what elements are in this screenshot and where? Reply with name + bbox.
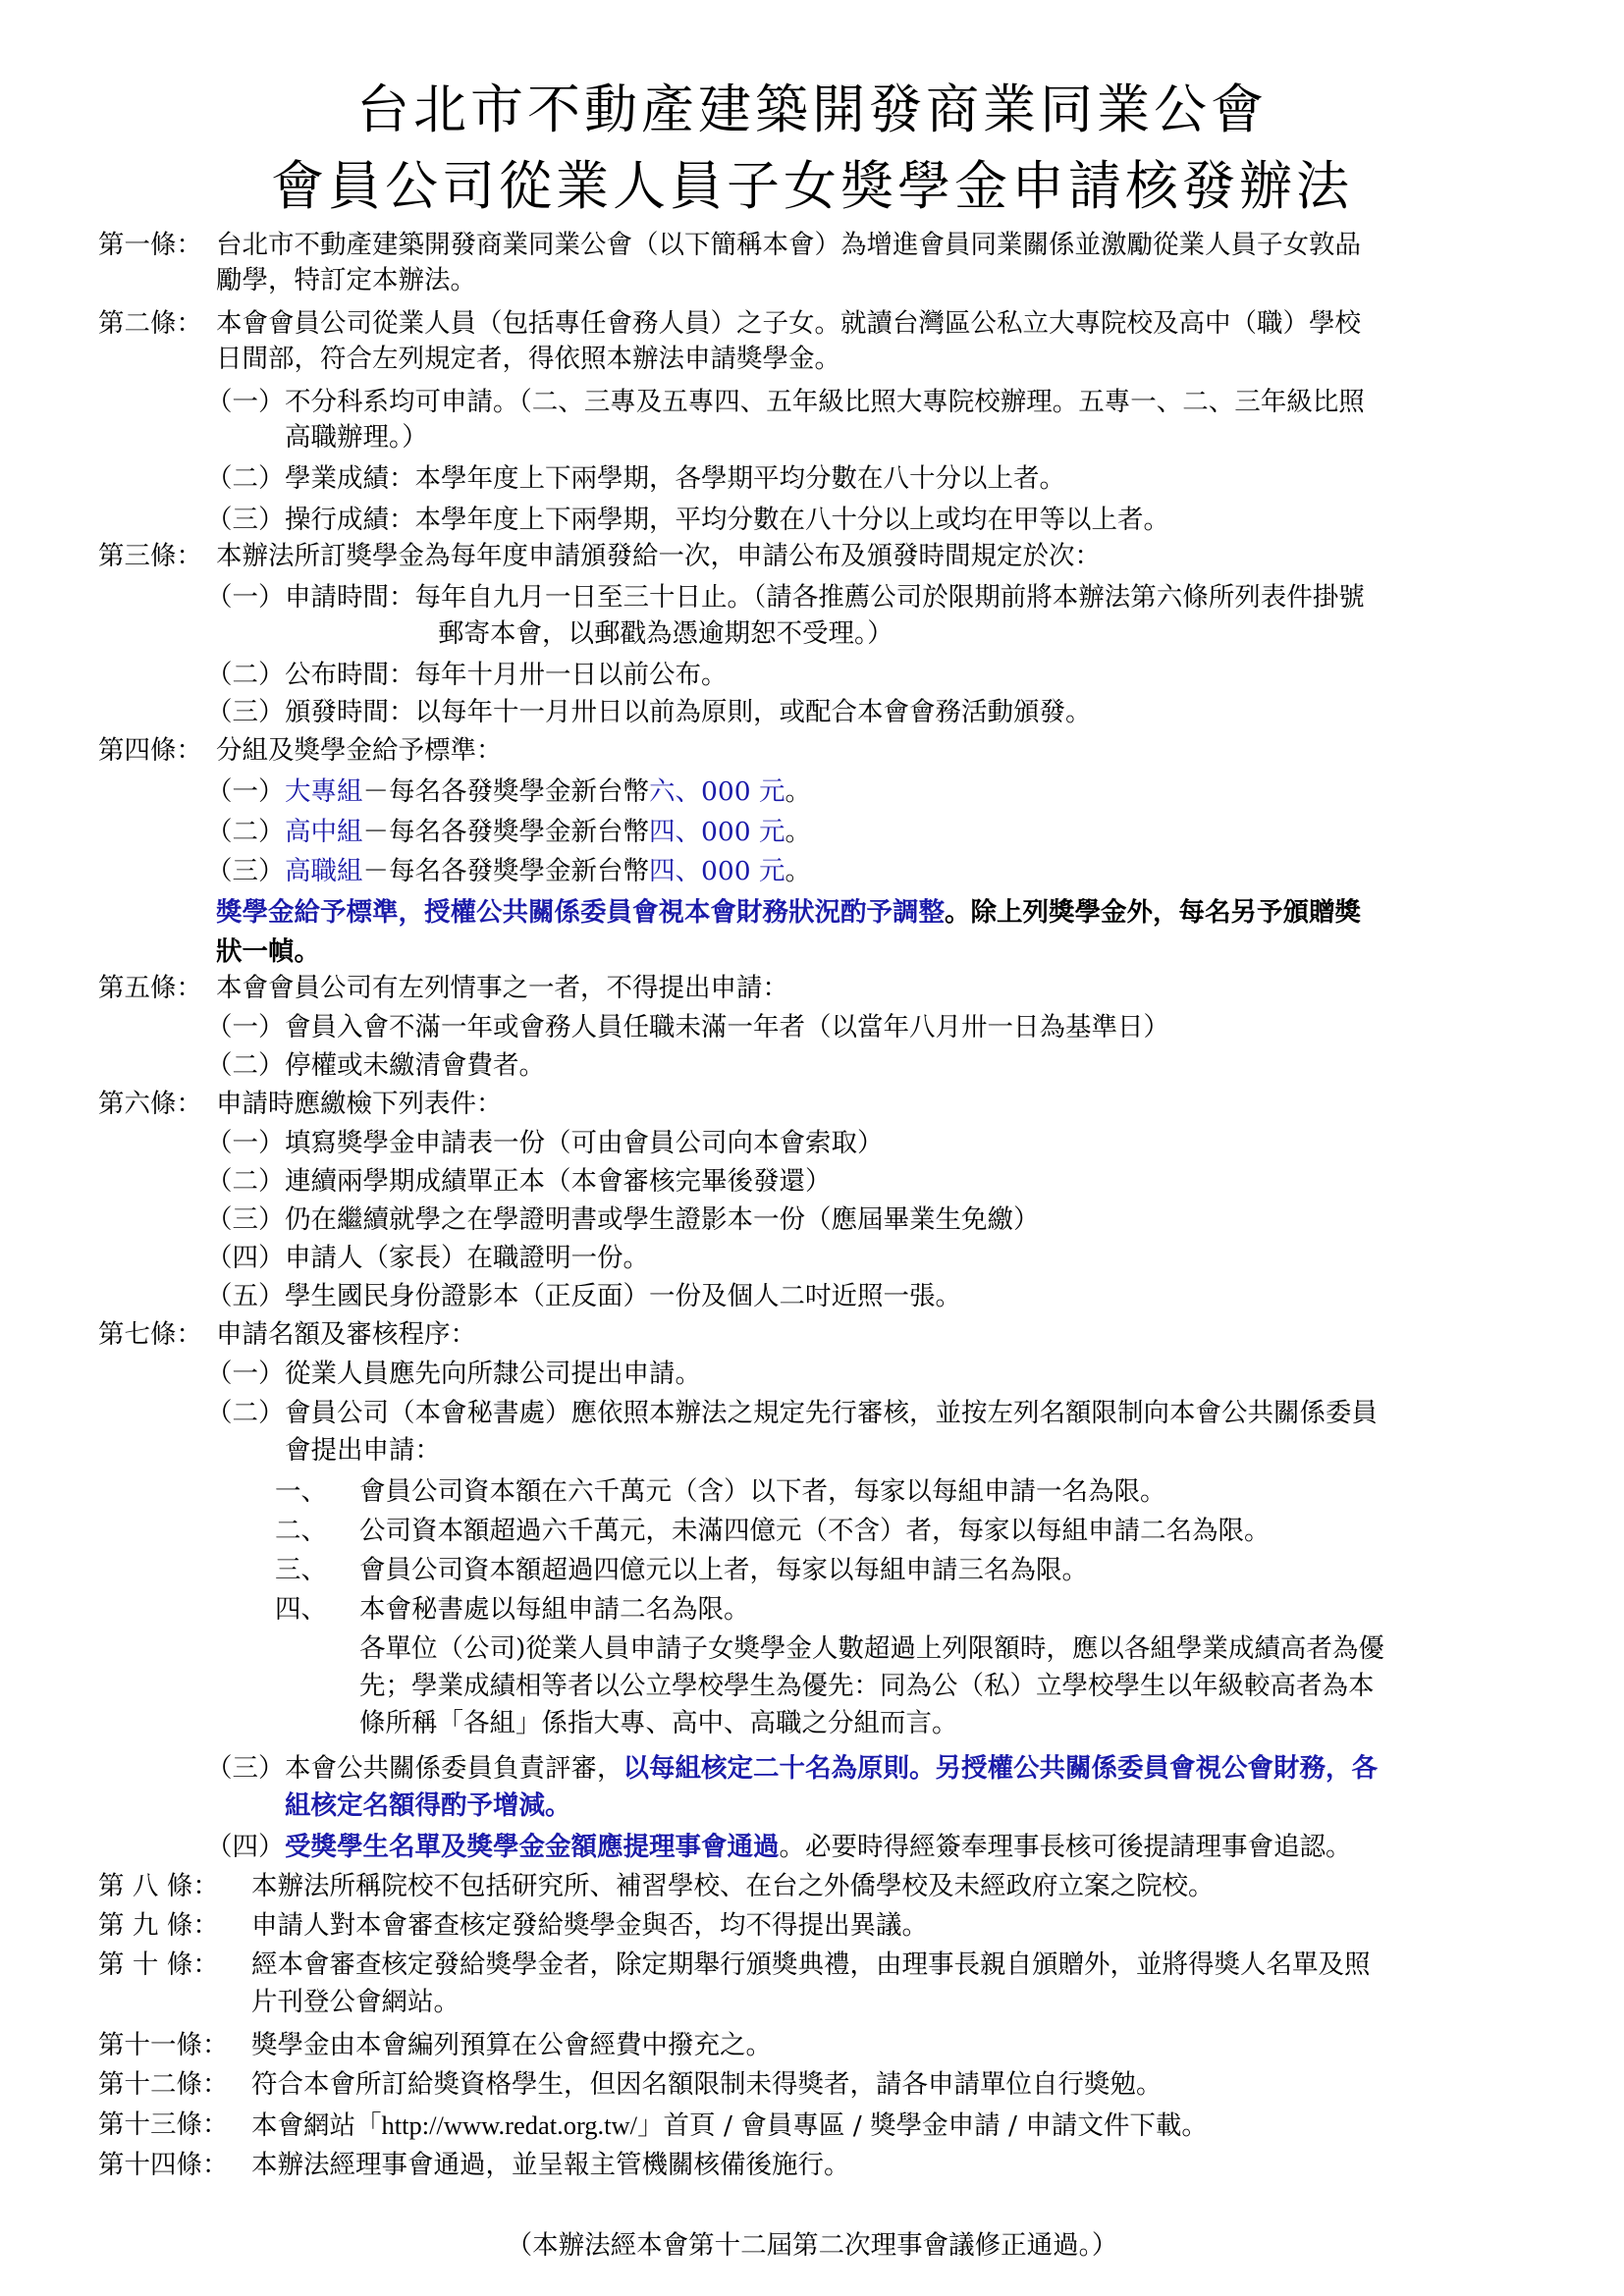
article-7-sub-4: 本會秘書處以每組申請二名為限。 bbox=[359, 1594, 750, 1625]
article-7-item-4-num: （四） bbox=[206, 1832, 285, 1862]
article-13-post: 」首頁 / 會員專區 / 獎學金申請 / 申請文件下載。 bbox=[637, 2110, 1208, 2141]
group-senior-high: 高中組 bbox=[285, 817, 363, 847]
article-10-text: 經本會審查核定發給獎學金者，除定期舉行頒獎典禮，由理事長親自頒贈外，並將得獎人名單及照 bbox=[251, 1949, 1371, 1980]
article-6-item-4: 申請人（家長）在職證明一份。 bbox=[285, 1243, 649, 1273]
article-7-item-3-highlight: 以每組核定二十名為原則。另授權公共關係委員會視公會財務，各 bbox=[623, 1753, 1378, 1784]
award-amount: 六、000 元 bbox=[649, 776, 785, 807]
article-3-item-1-cont: 郵寄本會，以郵戳為憑逾期恕不受理。） bbox=[438, 618, 893, 649]
article-2-item-2-num: （二） bbox=[206, 463, 285, 494]
article-7-sub-1-num: 一、 bbox=[275, 1476, 327, 1507]
group-university: 大專組 bbox=[285, 776, 363, 807]
article-6-item-3-num: （三） bbox=[206, 1204, 285, 1235]
article-7-item-2-num: （二） bbox=[206, 1398, 285, 1428]
article-12-head: 第十二條： bbox=[98, 2069, 229, 2100]
article-1-head: 第一條： bbox=[98, 230, 202, 260]
article-13-pre: 本會網站「 bbox=[251, 2110, 382, 2141]
article-4-item-2 bbox=[285, 813, 811, 852]
article-11-head: 第十一條： bbox=[98, 2030, 229, 2060]
article-6-item-3: 仍在繼續就學之在學證明書或學生證影本一份（應屆畢業生免繳） bbox=[285, 1204, 1040, 1235]
article-5-item-1: 會員入會不滿一年或會務人員任職未滿一年者（以當年八月卅一日為基準日） bbox=[285, 1012, 1169, 1042]
article-7-item-4-highlight: 受獎學生名單及獎學金金額應提理事會通過 bbox=[285, 1832, 780, 1862]
article-7-item-3-num: （三） bbox=[206, 1753, 285, 1784]
article-13-head: 第十三條： bbox=[98, 2109, 229, 2140]
article-4-item-3 bbox=[285, 852, 811, 891]
article-8-text: 本辦法所稱院校不包括研究所、補習學校、在台之外僑學校及未經政府立案之院校。 bbox=[251, 1871, 1215, 1901]
article-7-text: 申請名額及審核程序： bbox=[216, 1319, 476, 1350]
article-6-head: 第六條： bbox=[98, 1089, 202, 1119]
article-7-item-4 bbox=[285, 1828, 1352, 1867]
article-4-item-1-num: （一） bbox=[206, 776, 285, 807]
article-6-item-2: 連續兩學期成績單正本（本會審核完畢後發還） bbox=[285, 1166, 832, 1197]
article-7-item-2: 會員公司（本會秘書處）應依照本辦法之規定先行審核，並按左列名額限制向本會公共關係委員 bbox=[285, 1398, 1378, 1428]
article-7-sub-2: 公司資本額超過六千萬元，未滿四億元（不含）者，每家以每組申請二名為限。 bbox=[359, 1516, 1271, 1546]
article-1-text: 台北市不動產建築開發商業同業公會（以下簡稱本會）為增進會員同業關係並激勵從業人員子女敦品 bbox=[216, 230, 1361, 260]
article-7-sub-3-num: 三、 bbox=[275, 1555, 327, 1585]
article-5-item-2: 停權或未繳清會費者。 bbox=[285, 1050, 545, 1081]
article-12-text: 符合本會所訂給獎資格學生，但因名額限制未得獎者，請各申請單位自行獎勉。 bbox=[251, 2069, 1163, 2100]
article-7-item-1-num: （一） bbox=[206, 1359, 285, 1389]
article-2-item-1: 不分科系均可申請。（二、三專及五專四、五年級比照大專院校辦理。五專一、二、三年級比照 bbox=[285, 387, 1365, 417]
article-7-sub-1: 會員公司資本額在六千萬元（含）以下者，每家以每組申請一名為限。 bbox=[359, 1476, 1166, 1507]
article-5-item-2-num: （二） bbox=[206, 1050, 285, 1081]
period: 。 bbox=[785, 856, 812, 886]
article-4-item-2-num: （二） bbox=[206, 817, 285, 847]
article-7-item-3 bbox=[285, 1749, 1378, 1789]
article-9-text: 申請人對本會審查核定發給獎學金與否，均不得提出異議。 bbox=[251, 1910, 928, 1941]
award-phrase: －每名各發獎學金新台幣 bbox=[362, 817, 649, 847]
article-2-head: 第二條： bbox=[98, 308, 202, 339]
article-3-item-3: 頒發時間：以每年十一月卅日以前為原則，或配合本會會務活動頒發。 bbox=[285, 697, 1092, 727]
article-13-text bbox=[251, 2106, 1208, 2146]
article-7-sub-4-num: 四、 bbox=[275, 1594, 327, 1625]
article-3-text: 本辦法所訂獎學金為每年度申請頒發給一次，申請公布及頒發時間規定於次： bbox=[216, 541, 1101, 571]
award-phrase: －每名各發獎學金新台幣 bbox=[362, 856, 649, 886]
article-6-item-1: 填寫獎學金申請表一份（可由會員公司向本會索取） bbox=[285, 1128, 884, 1158]
article-5-item-1-num: （一） bbox=[206, 1012, 285, 1042]
period: 。 bbox=[785, 776, 812, 807]
article-2-item-3-num: （三） bbox=[206, 505, 285, 535]
article-2-item-3: 操行成績：本學年度上下兩學期，平均分數在八十分以上或均在甲等以上者。 bbox=[285, 505, 1169, 535]
article-4-item-3-num: （三） bbox=[206, 856, 285, 886]
article-7-item-3-cont: 組核定名額得酌予增減。 bbox=[285, 1790, 571, 1821]
article-2-item-1-cont: 高職辦理。） bbox=[285, 422, 428, 453]
article-4-note-rest: 。除上列獎學金外，每名另予頒贈獎 bbox=[945, 897, 1361, 928]
article-3-item-2-num: （二） bbox=[206, 660, 285, 690]
article-6-item-1-num: （一） bbox=[206, 1128, 285, 1158]
article-7-paragraph-end: 條所稱「各組」係指大專、高中、高職之分組而言。 bbox=[359, 1708, 958, 1738]
article-4-note-highlight: 獎學金給予標準，授權公共關係委員會視本會財務狀況酌予調整 bbox=[216, 897, 945, 928]
article-8-head: 第 八 條： bbox=[98, 1871, 219, 1901]
article-3-head: 第三條： bbox=[98, 541, 202, 571]
article-3-item-1-num: （一） bbox=[206, 582, 285, 613]
article-7-item-2-cont: 會提出申請： bbox=[285, 1435, 441, 1466]
article-6-item-4-num: （四） bbox=[206, 1243, 285, 1273]
article-10-head: 第 十 條： bbox=[98, 1949, 219, 1980]
article-6-item-5-num: （五） bbox=[206, 1281, 285, 1311]
article-4-text: 分組及獎學金給予標準： bbox=[216, 735, 503, 766]
article-7-head: 第七條： bbox=[98, 1319, 202, 1350]
article-3-item-3-num: （三） bbox=[206, 697, 285, 727]
title-association: 台北市不動產建築開發商業同業公會 bbox=[356, 79, 1268, 140]
article-4-note-cont: 狀一幀。 bbox=[216, 936, 320, 967]
article-2-text: 本會會員公司從業人員（包括專任會務人員）之子女。就讀台灣區公私立大專院校及高中（職）學校 bbox=[216, 308, 1361, 339]
article-9-head: 第 九 條： bbox=[98, 1910, 219, 1941]
award-amount: 四、000 元 bbox=[649, 856, 785, 886]
article-3-item-1: 申請時間：每年自九月一日至三十日止。（請各推薦公司於限期前將本辦法第六條所列表件掛號 bbox=[285, 582, 1365, 613]
article-5-text: 本會會員公司有左列情事之一者，不得提出申請： bbox=[216, 973, 788, 1003]
article-7-item-1: 從業人員應先向所隸公司提出申請。 bbox=[285, 1359, 701, 1389]
article-2-item-2: 學業成績：本學年度上下兩學期，各學期平均分數在八十分以上者。 bbox=[285, 463, 1065, 494]
article-3-item-2: 公布時間：每年十月卅一日以前公布。 bbox=[285, 660, 728, 690]
article-6-item-5: 學生國民身份證影本（正反面）一份及個人二吋近照一張。 bbox=[285, 1281, 961, 1311]
award-amount: 四、000 元 bbox=[649, 817, 785, 847]
article-6-text: 申請時應繳檢下列表件： bbox=[216, 1089, 503, 1119]
article-2-item-1-num: （一） bbox=[206, 387, 285, 417]
group-vocational: 高職組 bbox=[285, 856, 363, 886]
article-4-note bbox=[216, 893, 1361, 933]
article-7-paragraph: 各單位（公司)從業人員申請子女獎學金人數超過上列限額時，應以各組學業成績高者為優 bbox=[359, 1633, 1384, 1664]
article-14-head: 第十四條： bbox=[98, 2150, 229, 2180]
article-1-text-cont: 勵學，特訂定本辦法。 bbox=[216, 265, 476, 295]
article-5-head: 第五條： bbox=[98, 973, 202, 1003]
article-7-sub-3: 會員公司資本額超過四億元以上者，每家以每組申請三名為限。 bbox=[359, 1555, 1088, 1585]
article-14-text: 本辦法經理事會通過，並呈報主管機關核備後施行。 bbox=[251, 2150, 850, 2180]
article-11-text: 獎學金由本會編列預算在公會經費中撥充之。 bbox=[251, 2030, 772, 2060]
amendment-note: （本辦法經本會第十二屆第二次理事會議修正通過。） bbox=[506, 2230, 1118, 2261]
period: 。 bbox=[785, 817, 812, 847]
article-4-item-1 bbox=[285, 773, 811, 812]
article-4-head: 第四條： bbox=[98, 735, 202, 766]
article-6-item-2-num: （二） bbox=[206, 1166, 285, 1197]
article-7-paragraph-cont: 先；學業成績相等者以公立學校學生為優先：同為公（私）立學校學生以年級較高者為本 bbox=[359, 1671, 1375, 1701]
website-link[interactable]: http://www.redat.org.tw/ bbox=[381, 2110, 638, 2140]
article-10-text-cont: 片刊登公會網站。 bbox=[251, 1987, 460, 2017]
title-regulation: 會員公司從業人員子女獎學金申請核發辦法 bbox=[271, 155, 1353, 217]
award-phrase: －每名各發獎學金新台幣 bbox=[362, 776, 649, 807]
article-7-item-3-lead: 本會公共關係委員負責評審， bbox=[285, 1753, 623, 1784]
article-7-sub-2-num: 二、 bbox=[275, 1516, 327, 1546]
article-7-item-4-rest: 。必要時得經簽奉理事長核可後提請理事會追認。 bbox=[779, 1832, 1352, 1862]
article-2-text-cont: 日間部，符合左列規定者，得依照本辦法申請獎學金。 bbox=[216, 344, 840, 374]
